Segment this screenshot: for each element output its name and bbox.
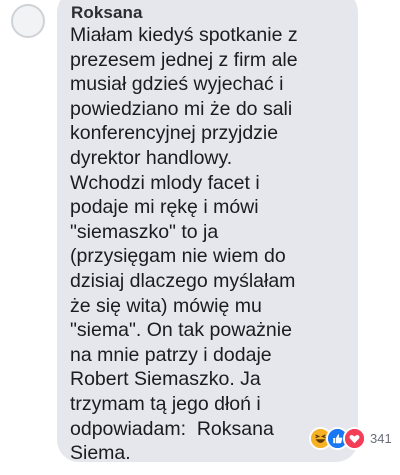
message-line: dyrektor handlowy. xyxy=(70,146,233,169)
comment-author[interactable]: Roksana xyxy=(71,3,143,22)
message-line: prezesem jednej z firm ale xyxy=(70,48,298,71)
message-line: "siema". On tak poważnie xyxy=(70,319,292,342)
message-line: powiedziano mi że do sali xyxy=(70,97,293,120)
message-line: Miałam kiedyś spotkanie z xyxy=(70,24,298,46)
message-line: że się wita) mówię mu xyxy=(70,294,262,317)
message-line: Wchodzi mlody facet i xyxy=(70,171,260,194)
message-line: odpowiadam: Roksana xyxy=(70,417,274,440)
love-icon xyxy=(343,427,366,450)
message-line: "siemaszko" to ja xyxy=(70,220,219,243)
reaction-count: 341 xyxy=(370,430,392,446)
message-line: dzisiaj dlaczego myślałam xyxy=(70,269,296,292)
message-line: na mnie patrzy i dodaje xyxy=(70,343,272,366)
message-line: trzymam tą jego dłoń i xyxy=(70,392,261,415)
reactions-summary[interactable] xyxy=(309,426,392,450)
message-line: konferencyjnej przyjdzie xyxy=(70,122,279,145)
message-line: Robert Siemaszko. Ja xyxy=(70,368,261,391)
message-line: Siema. xyxy=(70,442,131,465)
comment-text xyxy=(70,23,355,466)
message-line: (przysięgam nie wiem do xyxy=(70,245,286,268)
message-line: podaje mi rękę i mówi xyxy=(70,196,259,219)
message-line: musiał gdzieś wyjechać i xyxy=(70,73,284,96)
avatar[interactable] xyxy=(11,4,45,38)
